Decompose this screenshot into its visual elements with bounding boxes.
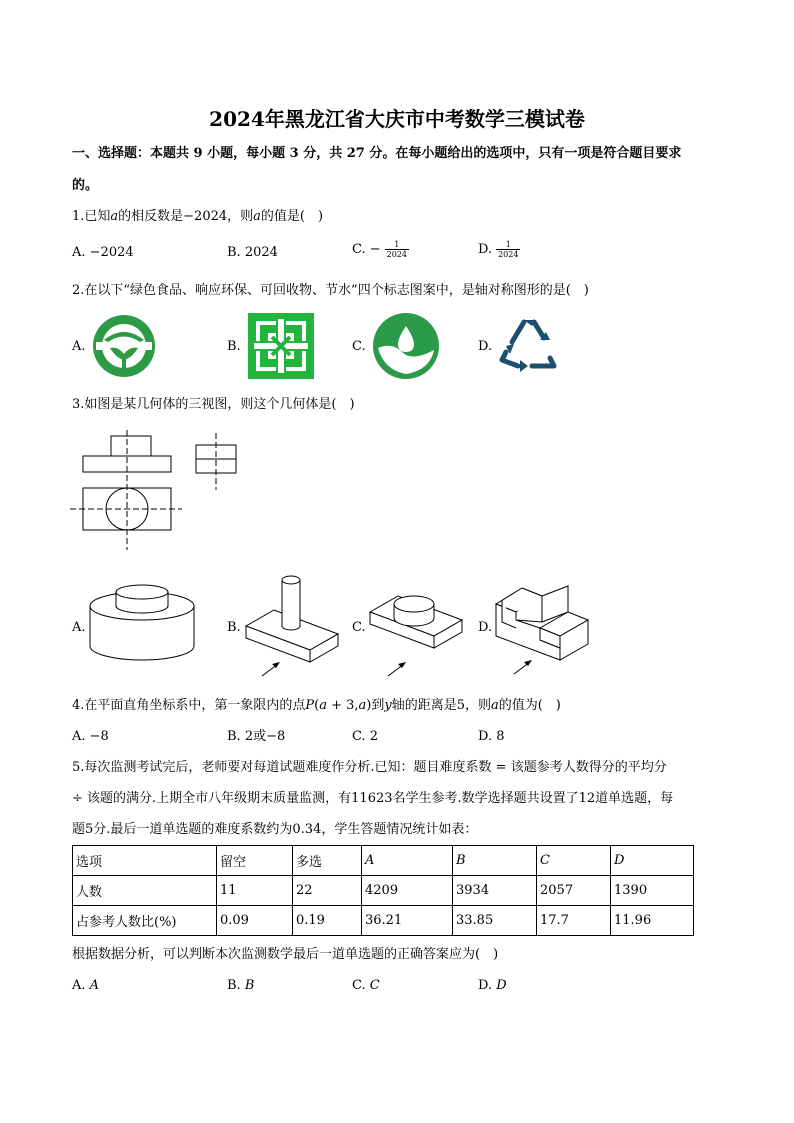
q4-option-a: A. −8	[72, 729, 109, 744]
table-header-cell: 𝐵	[453, 846, 537, 876]
table-cell: 3934	[453, 876, 537, 906]
page-title: 2024年黑龙江省大庆市中考数学三模试卷	[209, 107, 585, 131]
q1-option-c-denominator: 2024	[386, 250, 407, 259]
q3-label-a: A.	[72, 620, 86, 635]
table-row	[73, 876, 694, 906]
q1-option-c-numerator: 1	[394, 240, 400, 249]
recycle-logo-icon	[498, 316, 560, 374]
solid-b-diagram	[242, 574, 342, 680]
q1-option-b: B. 2024	[227, 245, 278, 260]
table-cell: 人数	[73, 876, 217, 906]
q3-label-d: D.	[478, 620, 493, 635]
q5-text-line3: 题5分.最后一道单选题的难度系数约为0.34，学生答题情况统计如表：	[72, 822, 478, 837]
solid-d-diagram	[492, 582, 592, 678]
q2-label-a: A.	[72, 339, 86, 354]
q1-option-d-numerator: 1	[505, 240, 511, 249]
q2-stem: 2.在以下“绿色食品、响应环保、可回收物、节水”四个标志图案中，是轴对称图形的是( )	[72, 283, 589, 298]
solid-c-diagram	[366, 586, 466, 680]
q5-question-text: 根据数据分析，可以判断本次监测数学最后一道单选题的正确答案应为( )	[72, 947, 499, 962]
table-cell: 4209	[362, 876, 453, 906]
table-header-row	[73, 846, 694, 876]
q3-label-c: C.	[352, 620, 366, 635]
q1-option-a: A. −2024	[72, 245, 134, 260]
table-header-cell: 𝐷	[611, 846, 694, 876]
q1-option-d-fraction	[496, 240, 520, 259]
three-view-diagram	[70, 428, 250, 553]
q5-option-a: A. 𝐴	[72, 978, 100, 993]
q5-option-b: B. 𝐵	[227, 978, 255, 993]
q2-label-c: C.	[352, 339, 366, 354]
q1-option-d-prefix: D.	[478, 242, 493, 257]
solid-a-diagram	[88, 588, 196, 664]
table-cell: 22	[293, 876, 362, 906]
table-cell: 1390	[611, 876, 694, 906]
section-heading-line2: 的。	[72, 178, 99, 193]
table-cell: 11.96	[611, 906, 694, 936]
table-cell: 11	[217, 876, 293, 906]
table-header-cell: 多选	[293, 846, 362, 876]
answer-statistics-table	[72, 845, 694, 936]
eco-environment-logo-icon	[248, 313, 314, 379]
q5-option-d: D. 𝐷	[478, 978, 507, 993]
water-saving-logo-icon	[372, 312, 440, 380]
q4-option-b: B. 2或−8	[227, 729, 286, 744]
table-cell: 2057	[537, 876, 611, 906]
section-heading-line1: 一、选择题：本题共 9 小题，每小题 3 分，共 27 分。在每小题给出的选项中，只有一项是符合题目要求	[72, 146, 682, 161]
q5-text-line2: ÷ 该题的满分.上期全市八年级期末质量监测，有11623名学生参考.数学选择题共设置了12道单选题，每	[72, 791, 674, 806]
q5-text-line1: 5.每次监测考试完后，老师要对每道试题难度作分析.已知：题目难度系数 = 该题参考人数得分的平均分	[72, 760, 667, 775]
q4-stem: 4.在平面直角坐标系中，第一象限内的点𝑃(𝑎 + 3,𝑎)到𝑦轴的距离是5，则𝑎的值为( )	[72, 698, 561, 713]
table-row	[73, 906, 694, 936]
q4-option-c: C. 2	[352, 729, 379, 744]
q2-label-b: B.	[227, 339, 241, 354]
q4-option-d: D. 8	[478, 729, 505, 744]
q3-label-b: B.	[227, 620, 241, 635]
table-cell: 17.7	[537, 906, 611, 936]
q1-option-d-denominator: 2024	[498, 250, 519, 259]
table-header-cell: 𝐶	[537, 846, 611, 876]
table-cell: 36.21	[362, 906, 453, 936]
table-cell: 0.09	[217, 906, 293, 936]
table-header-cell: 𝐴	[362, 846, 453, 876]
q5-option-c: C. 𝐶	[352, 978, 380, 993]
q1-option-c	[352, 240, 409, 259]
q1-option-c-fraction	[385, 240, 409, 259]
q3-stem: 3.如图是某几何体的三视图，则这个几何体是( )	[72, 397, 355, 412]
table-header-cell: 留空	[217, 846, 293, 876]
table-cell: 33.85	[453, 906, 537, 936]
q2-label-d: D.	[478, 339, 493, 354]
table-cell: 占参考人数比(%)	[73, 906, 217, 936]
q1-stem: 1.已知𝑎的相反数是−2024，则𝑎的值是( )	[72, 209, 324, 224]
green-food-logo-icon	[92, 314, 156, 378]
q1-option-c-prefix: C. −	[352, 242, 381, 257]
table-cell: 0.19	[293, 906, 362, 936]
q1-option-d	[478, 240, 520, 259]
table-header-cell: 选项	[73, 846, 217, 876]
